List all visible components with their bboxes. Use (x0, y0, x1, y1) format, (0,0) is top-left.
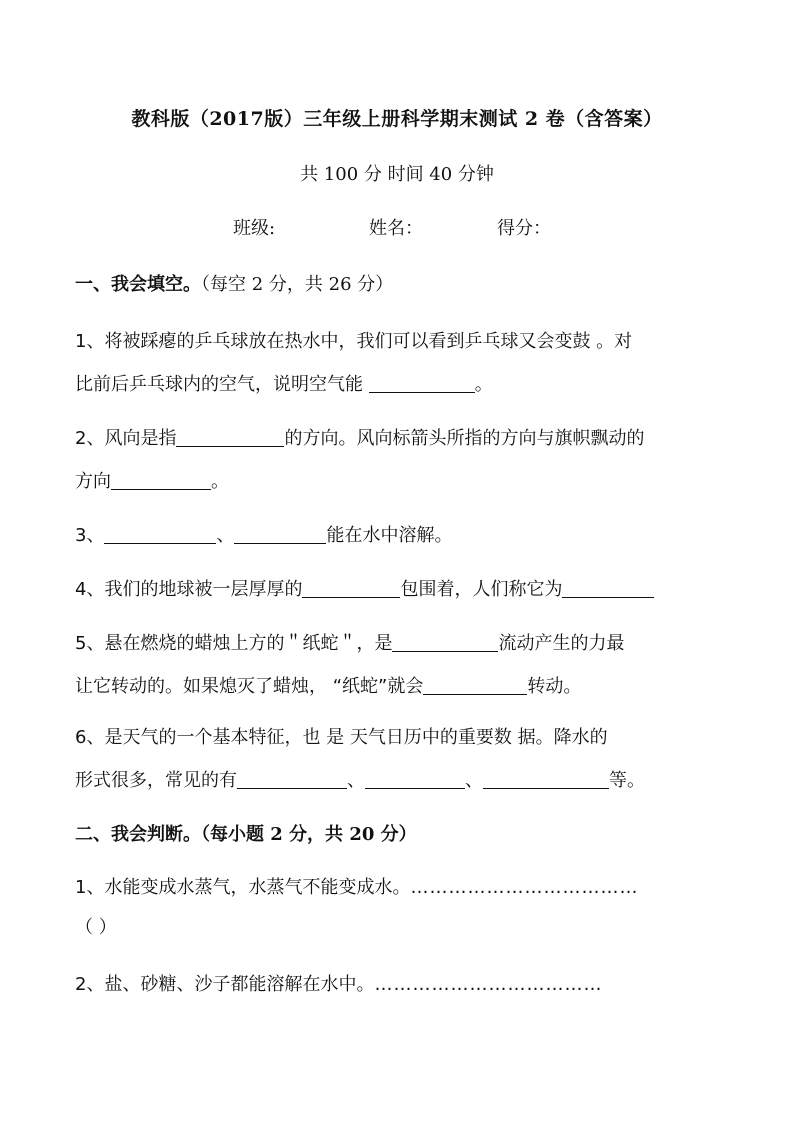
question-6-end: 等。 (609, 770, 645, 791)
question-6-text: 6、是天气的一个基本特征，也 是 天气日历中的重要数 据。降水的 (75, 727, 608, 748)
question-3-number: 3、 (75, 525, 105, 546)
answer-blank[interactable] (111, 471, 211, 490)
page-subtitle: 共 100 分 时间 40 分钟 (300, 164, 494, 185)
answer-blank[interactable] (365, 770, 465, 789)
judgement-1-dots: ……………………………… (410, 877, 639, 898)
question-6-text-2: 形式很多，常见的有 (75, 770, 237, 791)
question-6-line-2 (75, 766, 645, 792)
answer-blank[interactable] (562, 579, 654, 598)
question-5-text-3: 让它转动的。如果熄灭了蜡烛， “纸蛇”就会 (75, 676, 424, 697)
answer-blank[interactable] (483, 770, 609, 789)
question-1-text: 1、将被踩瘪的乒乓球放在热水中，我们可以看到乒乓球又会变鼓 。对 (75, 331, 633, 352)
answer-blank[interactable] (234, 525, 326, 544)
answer-blank[interactable] (423, 676, 527, 695)
section2-heading (75, 820, 417, 846)
judgement-1 (75, 873, 638, 899)
question-6-separator: 、 (347, 770, 365, 791)
answer-blank[interactable] (392, 633, 498, 652)
question-4-text: 4、我们的地球被一层厚厚的 (75, 579, 303, 600)
question-5-text-2: 流动产生的力最 (498, 633, 625, 654)
score-label: 得分： (497, 218, 551, 239)
question-2-end: 。 (211, 471, 229, 492)
section1-title: 一、我会填空。 (75, 274, 201, 295)
question-3-separator: 、 (216, 525, 235, 546)
judgement-2-text: 2、盐、砂糖、沙子都能溶解在水中。 (75, 974, 375, 995)
question-5-line-2 (75, 672, 581, 698)
question-1-line-1 (75, 327, 632, 353)
answer-blank[interactable] (176, 428, 284, 447)
question-5-text: 5、悬在燃烧的蜡烛上方的＂纸蛇＂，是 (75, 633, 393, 654)
answer-blank[interactable] (302, 579, 400, 598)
answer-blank[interactable] (237, 770, 347, 789)
judgement-2-dots: ……………………………… (374, 974, 603, 995)
question-4 (75, 575, 654, 601)
question-3-text: 能在水中溶解。 (326, 525, 453, 546)
answer-parentheses[interactable]: （ ） (75, 917, 117, 938)
question-2-line-2 (75, 467, 229, 493)
class-label: 班级: (233, 218, 276, 239)
question-5-line-1 (75, 629, 624, 655)
answer-blank[interactable] (104, 525, 216, 544)
name-label: 姓名： (369, 218, 423, 239)
question-2-line-1 (75, 424, 644, 450)
section1-note: （每空 2 分，共 26 分） (201, 274, 394, 295)
question-1-end: 。 (474, 374, 493, 395)
question-3 (75, 521, 452, 547)
judgement-1-text: 1、水能变成水蒸气，水蒸气不能变成水。 (75, 877, 411, 898)
question-5-end: 转动。 (527, 676, 582, 697)
question-2-text: 2、风向是指 (75, 428, 177, 449)
answer-blank[interactable] (369, 374, 475, 393)
question-6-separator: 、 (465, 770, 483, 791)
section1-heading (75, 270, 393, 296)
question-4-text-2: 包围着，人们称它为 (400, 579, 563, 600)
judgement-1-answer[interactable] (75, 913, 117, 939)
section2-title: 二、我会判断。（每小题 2 分，共 20 分） (75, 824, 417, 845)
question-1-text-2: 比前后乒乓球内的空气，说明空气能 (75, 374, 363, 395)
question-1-line-2 (75, 370, 493, 396)
judgement-2 (75, 970, 602, 996)
student-info-row (0, 214, 794, 242)
page-title: 教科版（2017版）三年级上册科学期末测试 2 卷（含答案） (131, 108, 663, 130)
question-2-text-3: 方向 (75, 471, 111, 492)
question-6-line-1 (75, 723, 608, 749)
question-2-text-2: 的方向。风向标箭头所指的方向与旗帜飘动的 (284, 428, 645, 449)
